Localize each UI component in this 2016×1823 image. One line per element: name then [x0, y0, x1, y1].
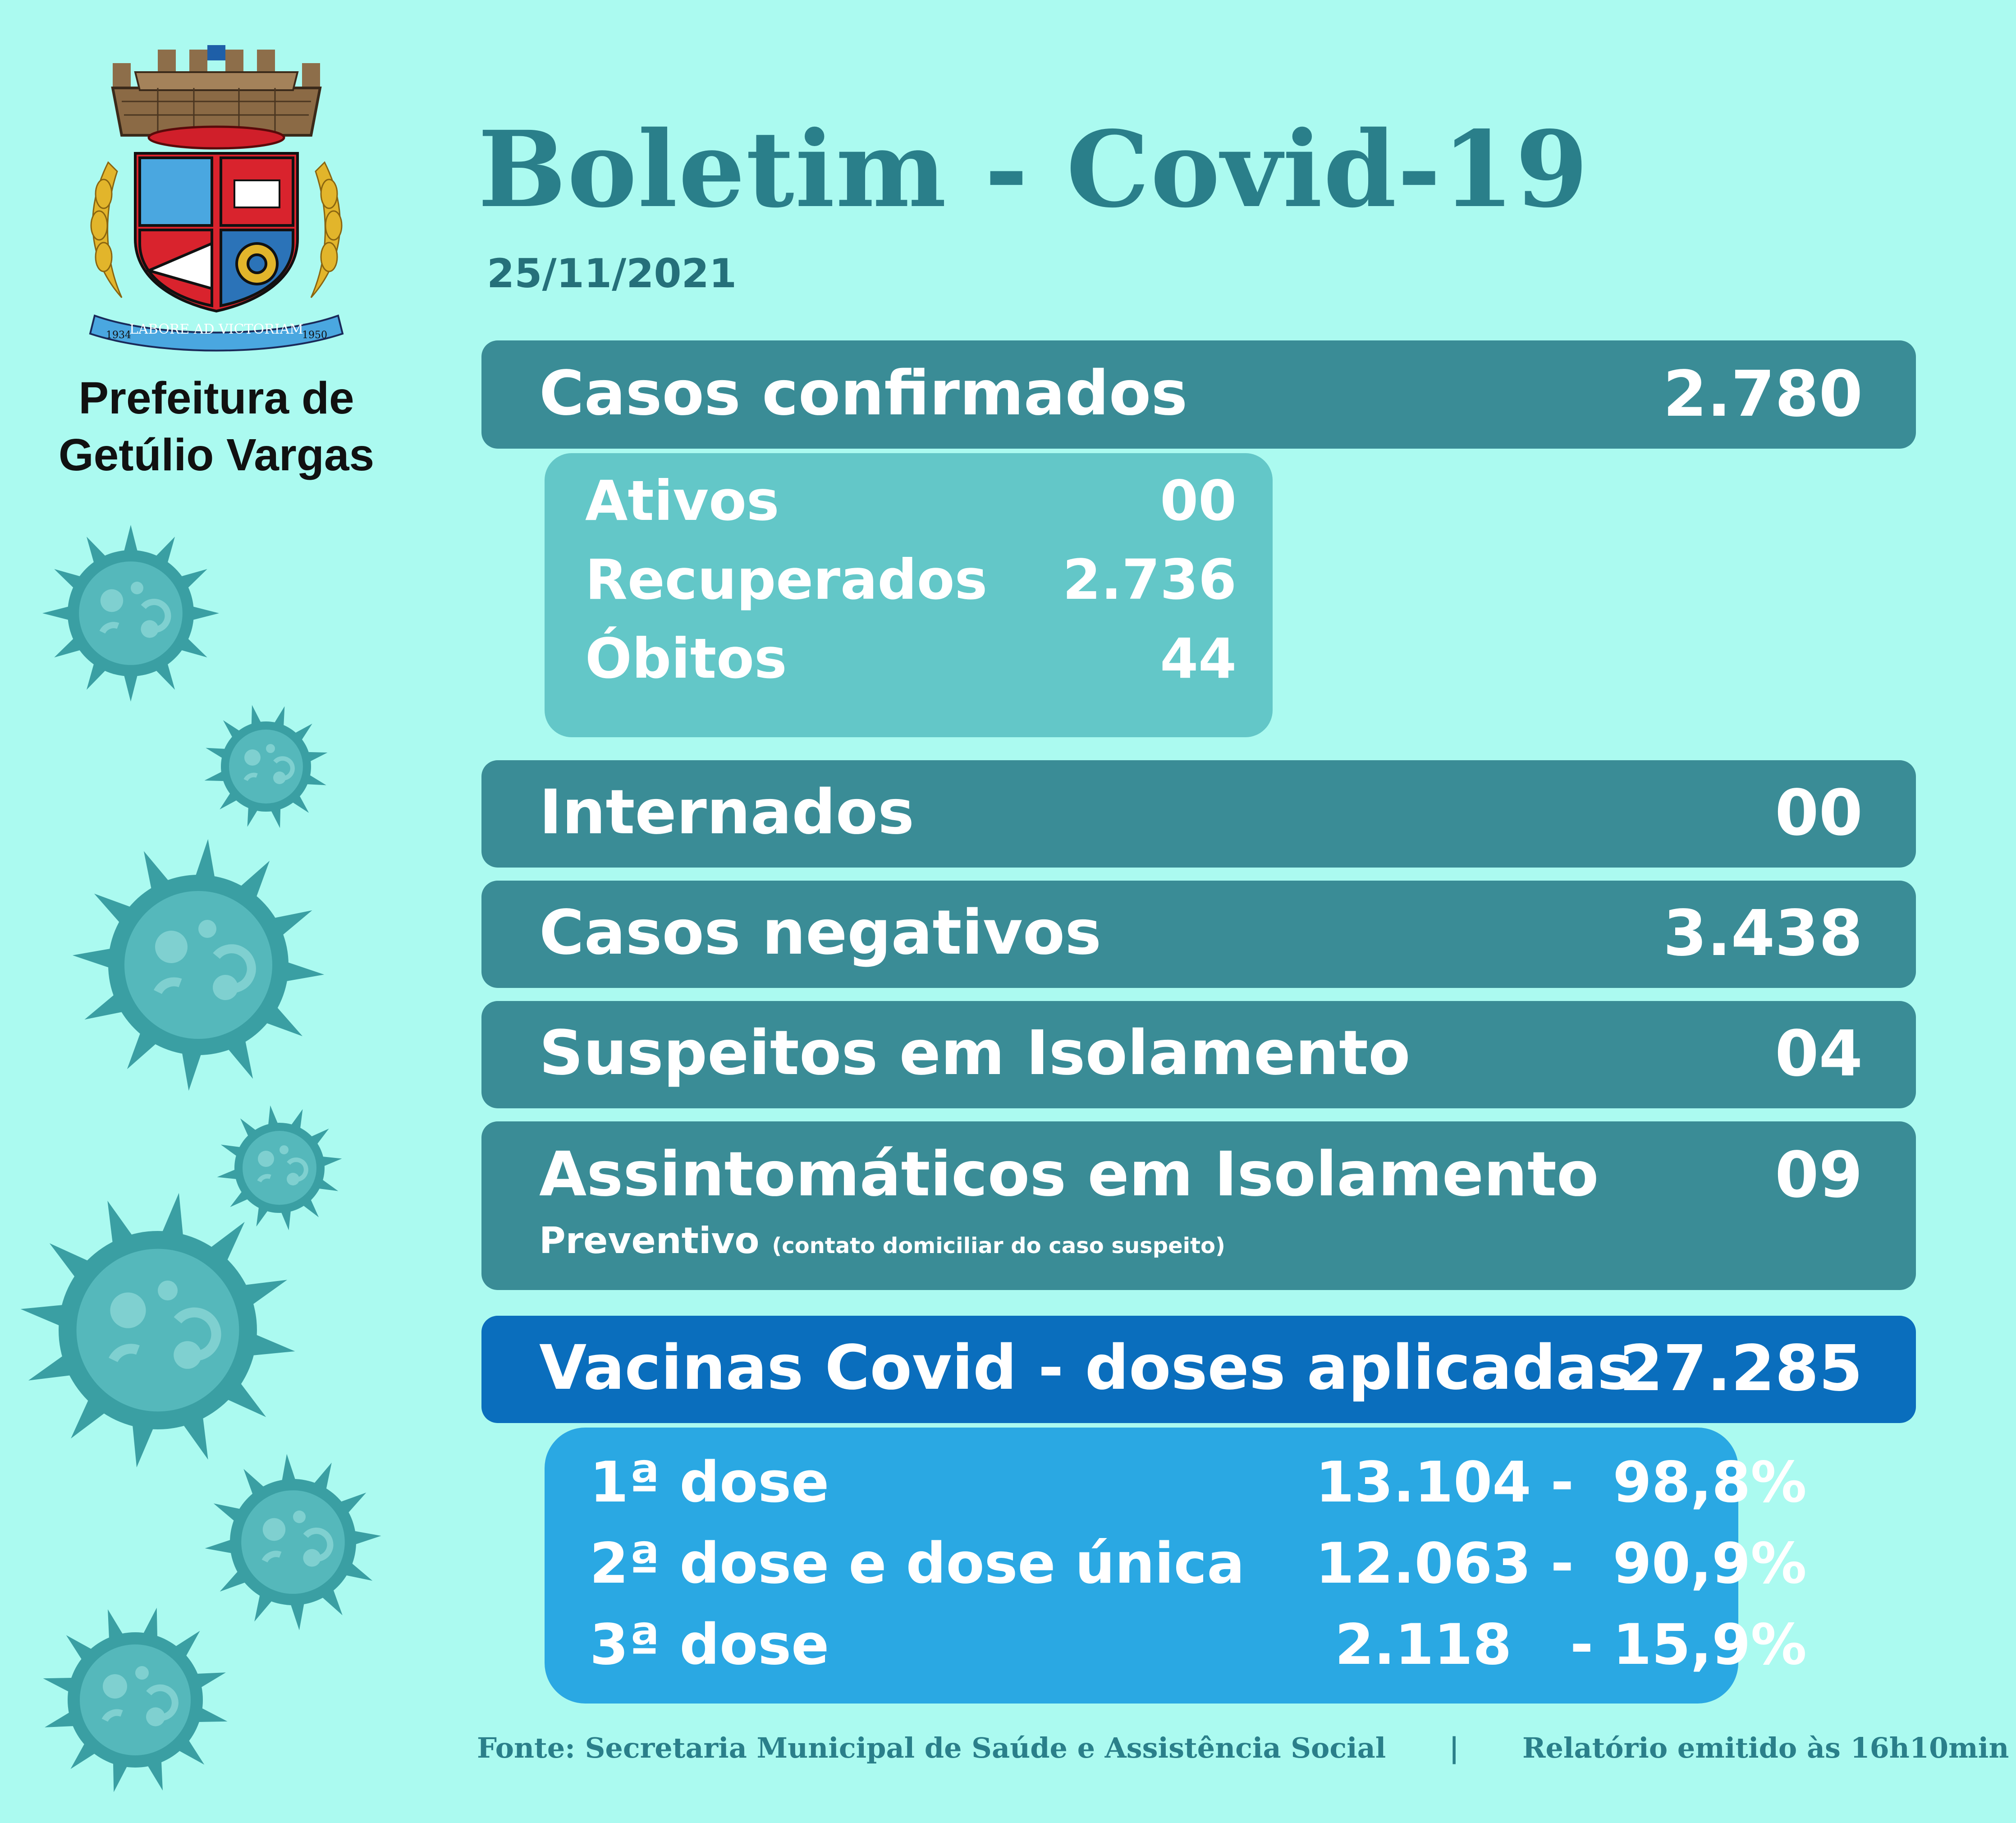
negative-cases-label: Casos negativos: [539, 897, 1102, 969]
virus-icon: [9, 1181, 307, 1479]
crest-year-right: 1950: [302, 330, 327, 341]
vaccines-label: Vacinas Covid - doses aplicadas: [539, 1332, 1634, 1404]
obitos-value: 44: [1160, 627, 1237, 691]
dose-2-row: [590, 1531, 1807, 1596]
vaccine-doses-panel: [545, 1428, 1807, 1704]
crest-motto: LABORE AD VICTORIAM: [129, 321, 303, 337]
confirmed-cases-bar: [481, 340, 1916, 449]
municipality-line-1: Prefeitura de: [78, 373, 354, 423]
suspected-isolation-value: 04: [1775, 1017, 1863, 1091]
hospitalized-value: 00: [1775, 776, 1863, 850]
asymptomatic-isolation-label: Assintomáticos em Isolamento: [539, 1139, 1599, 1210]
confirmed-cases-value: 2.780: [1663, 358, 1863, 431]
preventive-label: Preventivo: [539, 1220, 760, 1262]
footer: [477, 1731, 2009, 1764]
asymptomatic-sub-label: [539, 1220, 1225, 1262]
vaccines-value: 27.285: [1619, 1332, 1863, 1405]
asymptomatic-isolation-value: 09: [1775, 1139, 1863, 1212]
virus-icon: [63, 830, 334, 1100]
footer-source: Fonte: Secretaria Municipal de Saúde e Assistência Social: [477, 1731, 1386, 1764]
hospitalized-bar: [481, 760, 1916, 868]
negative-cases-value: 3.438: [1663, 897, 1863, 970]
dose-1-label: 1ª dose: [590, 1450, 829, 1515]
vaccines-bar: [481, 1316, 1916, 1423]
dose-3-row: [590, 1612, 1807, 1677]
obitos-label: Óbitos: [585, 627, 787, 691]
confirmed-breakdown-panel: [545, 453, 1273, 737]
ativos-label: Ativos: [585, 469, 779, 533]
recuperados-value: 2.736: [1063, 548, 1237, 612]
ativos-row: [585, 469, 1237, 533]
coat-of-arms-logo: [68, 45, 365, 352]
confirmed-cases-label: Casos confirmados: [539, 358, 1188, 429]
dose-1-value: 13.104 - 98,8%: [1315, 1450, 1807, 1515]
dose-1-row: [590, 1450, 1807, 1515]
obitos-row: [585, 627, 1237, 691]
municipality-line-2: Getúlio Vargas: [58, 430, 375, 480]
footer-separator: |: [1449, 1731, 1459, 1764]
hospitalized-label: Internados: [539, 777, 915, 848]
ativos-value: 00: [1160, 469, 1237, 533]
footer-report-time: Relatório emitido às 16h10min: [1522, 1731, 2009, 1764]
preventive-note: (contato domiciliar do caso suspeito): [772, 1233, 1225, 1258]
suspected-isolation-bar: [481, 1001, 1916, 1108]
crest-year-left: 1934: [106, 330, 131, 341]
asymptomatic-isolation-bar: [481, 1121, 1916, 1290]
negative-cases-bar: [481, 881, 1916, 988]
recuperados-row: [585, 548, 1237, 612]
virus-icon: [198, 699, 334, 834]
virus-icon: [36, 519, 225, 708]
recuperados-label: Recuperados: [585, 548, 988, 612]
municipality-name: [18, 370, 415, 483]
virus-icon: [34, 1598, 237, 1801]
suspected-isolation-label: Suspeitos em Isolamento: [539, 1018, 1411, 1089]
dose-2-label: 2ª dose e dose única: [590, 1531, 1245, 1596]
crown-icon: [113, 45, 320, 148]
dose-2-value: 12.063 - 90,9%: [1315, 1531, 1807, 1596]
dose-3-value: 2.118 - 15,9%: [1315, 1612, 1807, 1677]
shield-icon: [135, 153, 298, 311]
dose-3-label: 3ª dose: [590, 1612, 829, 1677]
bulletin-date: 25/11/2021: [487, 250, 737, 297]
page-title: Boletim - Covid-19: [478, 108, 1589, 231]
